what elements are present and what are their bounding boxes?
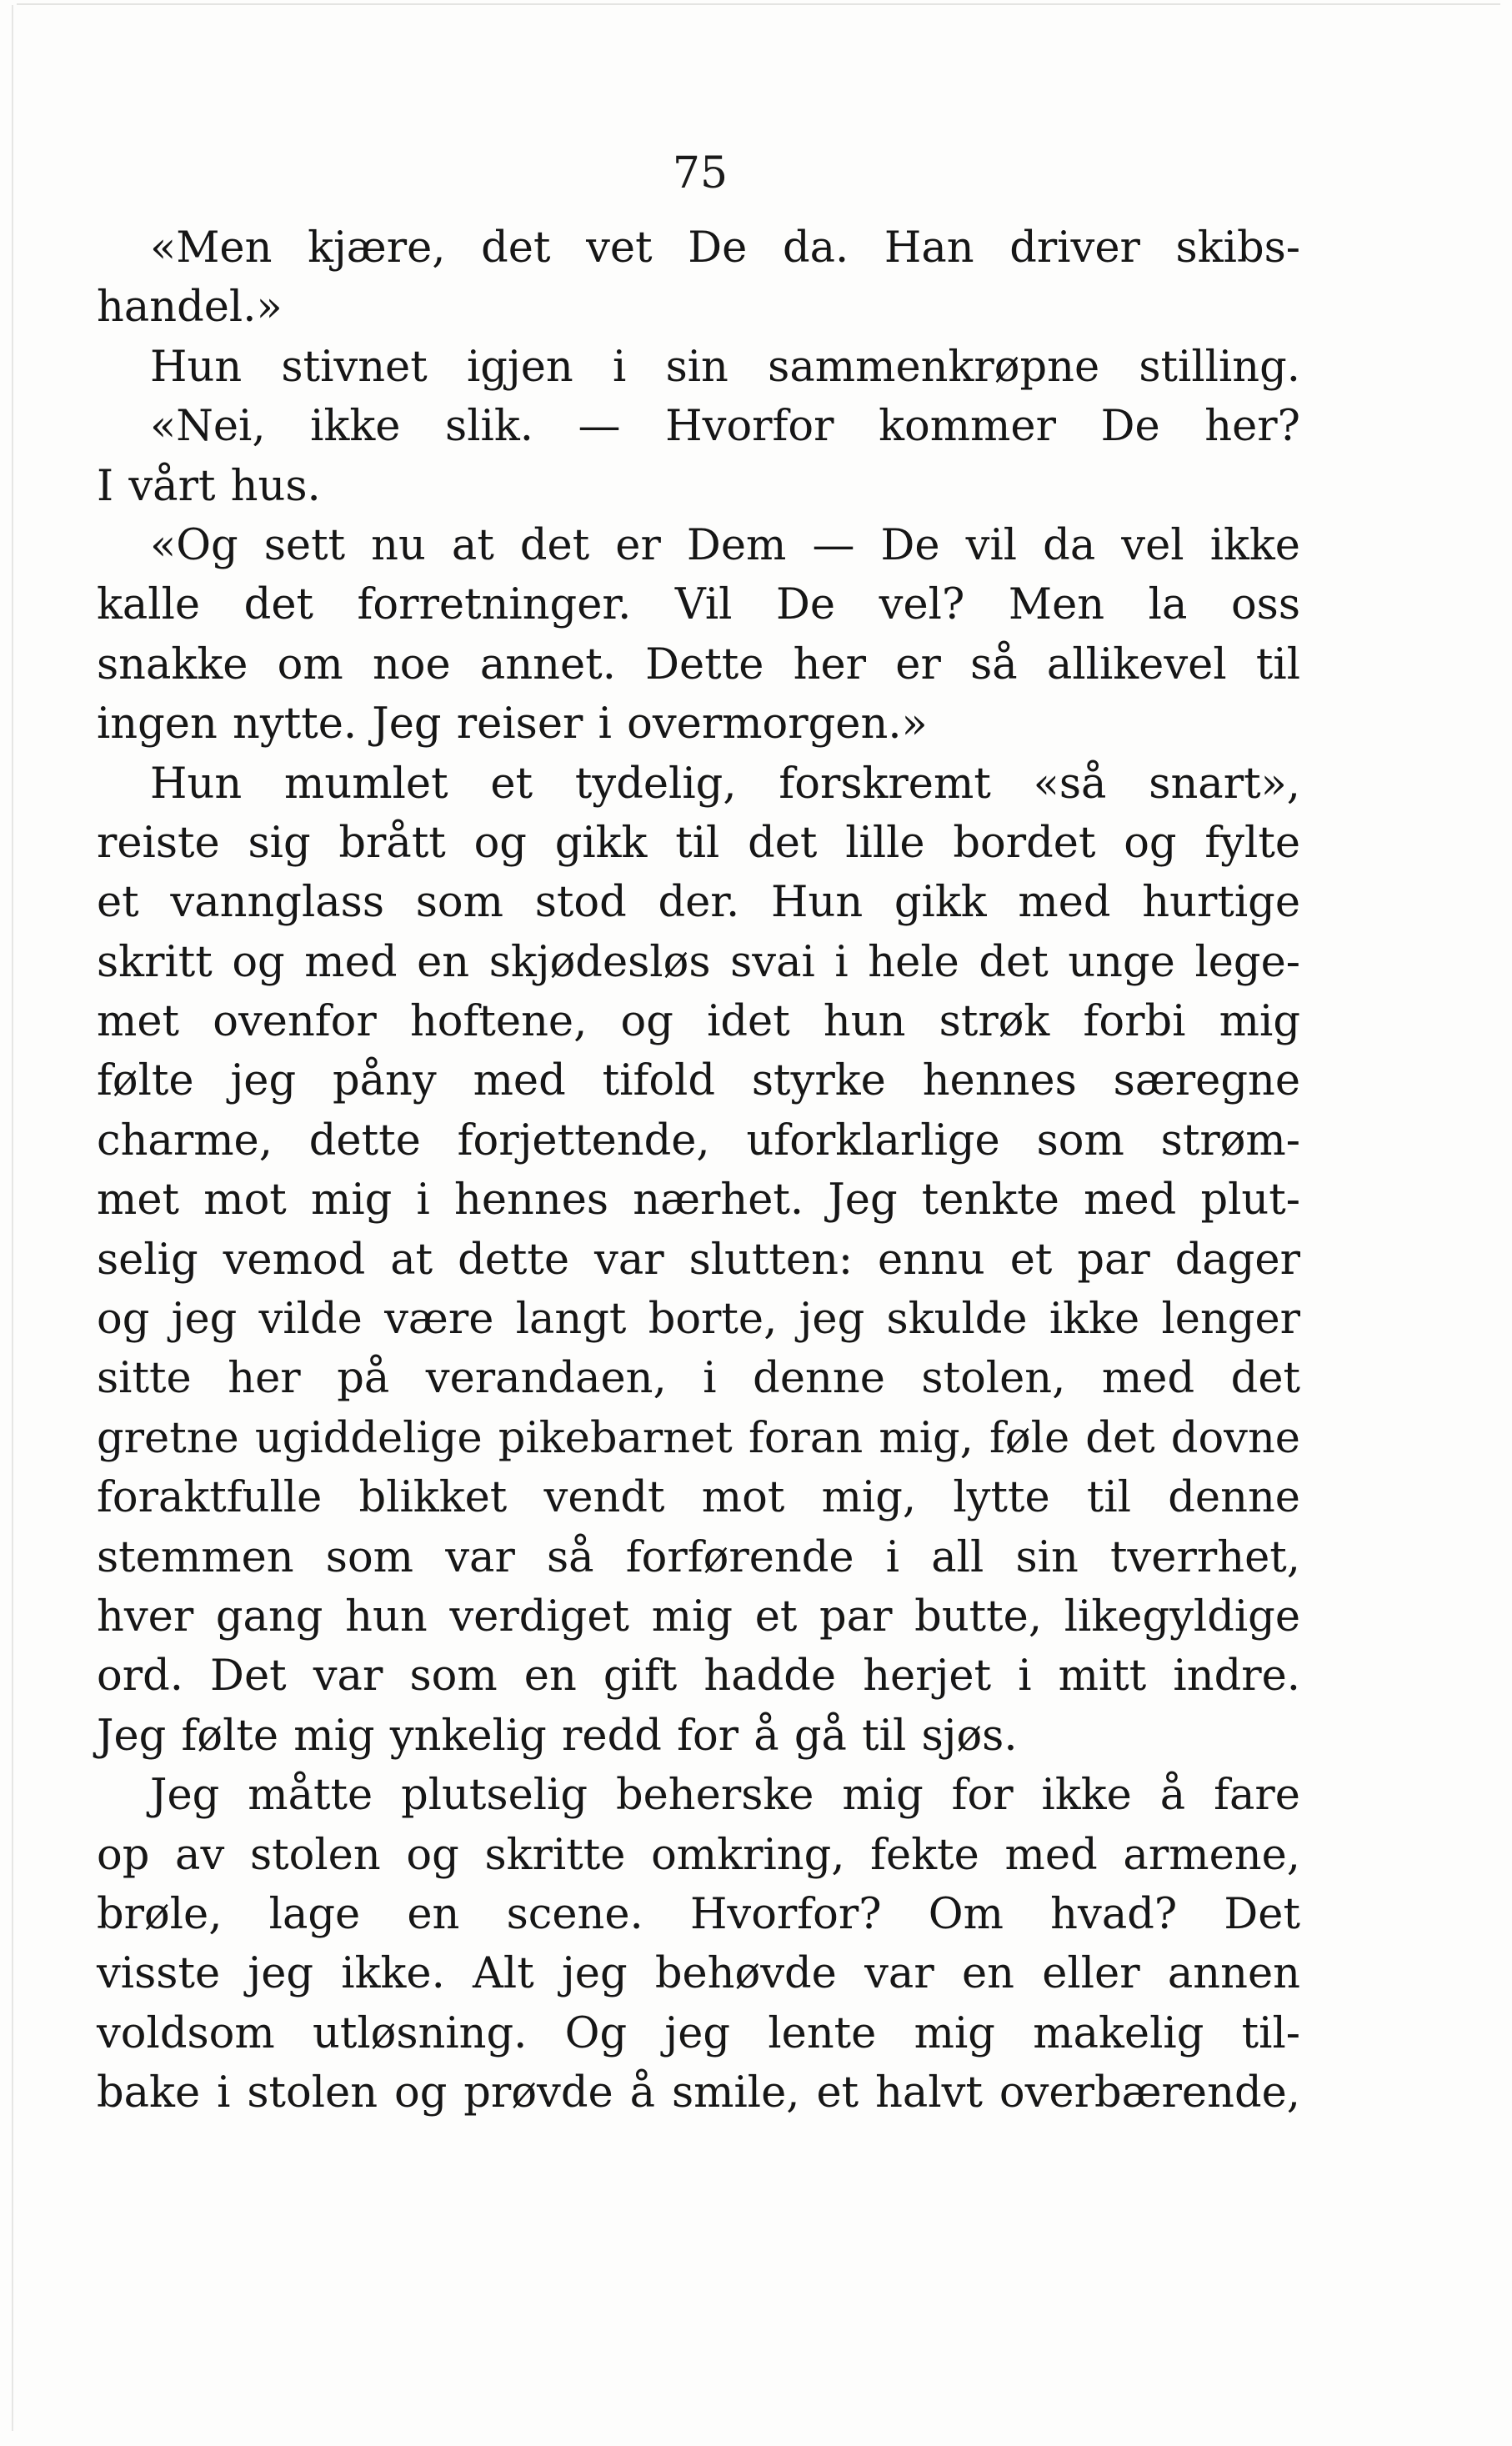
page-number: 75	[672, 148, 728, 198]
text-line: Hun mumlet et tydelig, forskremt «så snart»,	[150, 759, 1300, 809]
text-line: brøle, lage en scene. Hvorfor? Om hvad? Det	[97, 1889, 1300, 1939]
text-line: Jeg måtte plutselig beherske mig for ikke å fare	[150, 1771, 1300, 1821]
text-line: «Nei, ikke slik. — Hvorfor kommer De her?	[150, 402, 1300, 452]
page-edge-left	[12, 5, 13, 2431]
page-edge-top	[17, 3, 1500, 5]
text-line: snakke om noe annet. Dette her er så allikevel til	[97, 639, 1300, 689]
text-line: ord. Det var som en gift hadde herjet i mitt indre.	[97, 1652, 1300, 1702]
text-line: et vannglass som stod der. Hun gikk med hurtige	[97, 878, 1300, 928]
text-line: hver gang hun verdiget mig et par butte, likegyldige	[97, 1591, 1300, 1642]
text-line: «Men kjære, det vet De da. Han driver skibs-	[150, 223, 1300, 273]
text-line: charme, dette forjettende, uforklarlige som strøm-	[97, 1115, 1300, 1165]
text-line: met ovenfor hoftene, og idet hun strøk forbi mig	[97, 997, 1300, 1047]
text-line: met mot mig i hennes nærhet. Jeg tenkte med plut-	[97, 1175, 1300, 1226]
text-line: voldsom utløsning. Og jeg lente mig makelig til-	[97, 2008, 1300, 2058]
text-line: og jeg vilde være langt borte, jeg skulde ikke lenger	[97, 1295, 1300, 1345]
text-line: visste jeg ikke. Alt jeg behøvde var en eller annen	[97, 1949, 1300, 1999]
text-line: reiste sig brått og gikk til det lille bordet og fylte	[97, 818, 1300, 868]
text-line: stemmen som var så forførende i all sin tverrhet,	[97, 1532, 1300, 1582]
text-line: Jeg følte mig ynkelig redd for å gå til sjøs.	[97, 1711, 1018, 1761]
text-line: foraktfulle blikket vendt mot mig, lytte til denne	[97, 1473, 1300, 1523]
text-line: selig vemod at dette var slutten: ennu et par dager	[97, 1235, 1300, 1285]
text-line: sitte her på verandaen, i denne stolen, med det	[97, 1354, 1300, 1404]
text-line: skritt og med en skjødesløs svai i hele det unge lege-	[97, 937, 1300, 987]
text-line: handel.»	[97, 283, 283, 333]
text-line: følte jeg påny med tifold styrke hennes særegne	[97, 1056, 1300, 1106]
text-line: kalle det forretninger. Vil De vel? Men la oss	[97, 580, 1300, 630]
text-line: I vårt hus.	[97, 461, 321, 511]
text-line: ingen nytte. Jeg reiser i overmorgen.»	[97, 699, 928, 749]
text-line: Hun stivnet igjen i sin sammenkrøpne stilling.	[150, 342, 1300, 392]
text-line: op av stolen og skritte omkring, fekte med armene,	[97, 1830, 1300, 1880]
text-line: gretne ugiddelige pikebarnet foran mig, føle det dovne	[97, 1413, 1300, 1463]
text-line: bake i stolen og prøvde å smile, et halvt overbærende,	[97, 2068, 1300, 2118]
body-text	[97, 218, 1300, 2123]
text-line: «Og sett nu at det er Dem — De vil da vel ikke	[150, 520, 1300, 570]
